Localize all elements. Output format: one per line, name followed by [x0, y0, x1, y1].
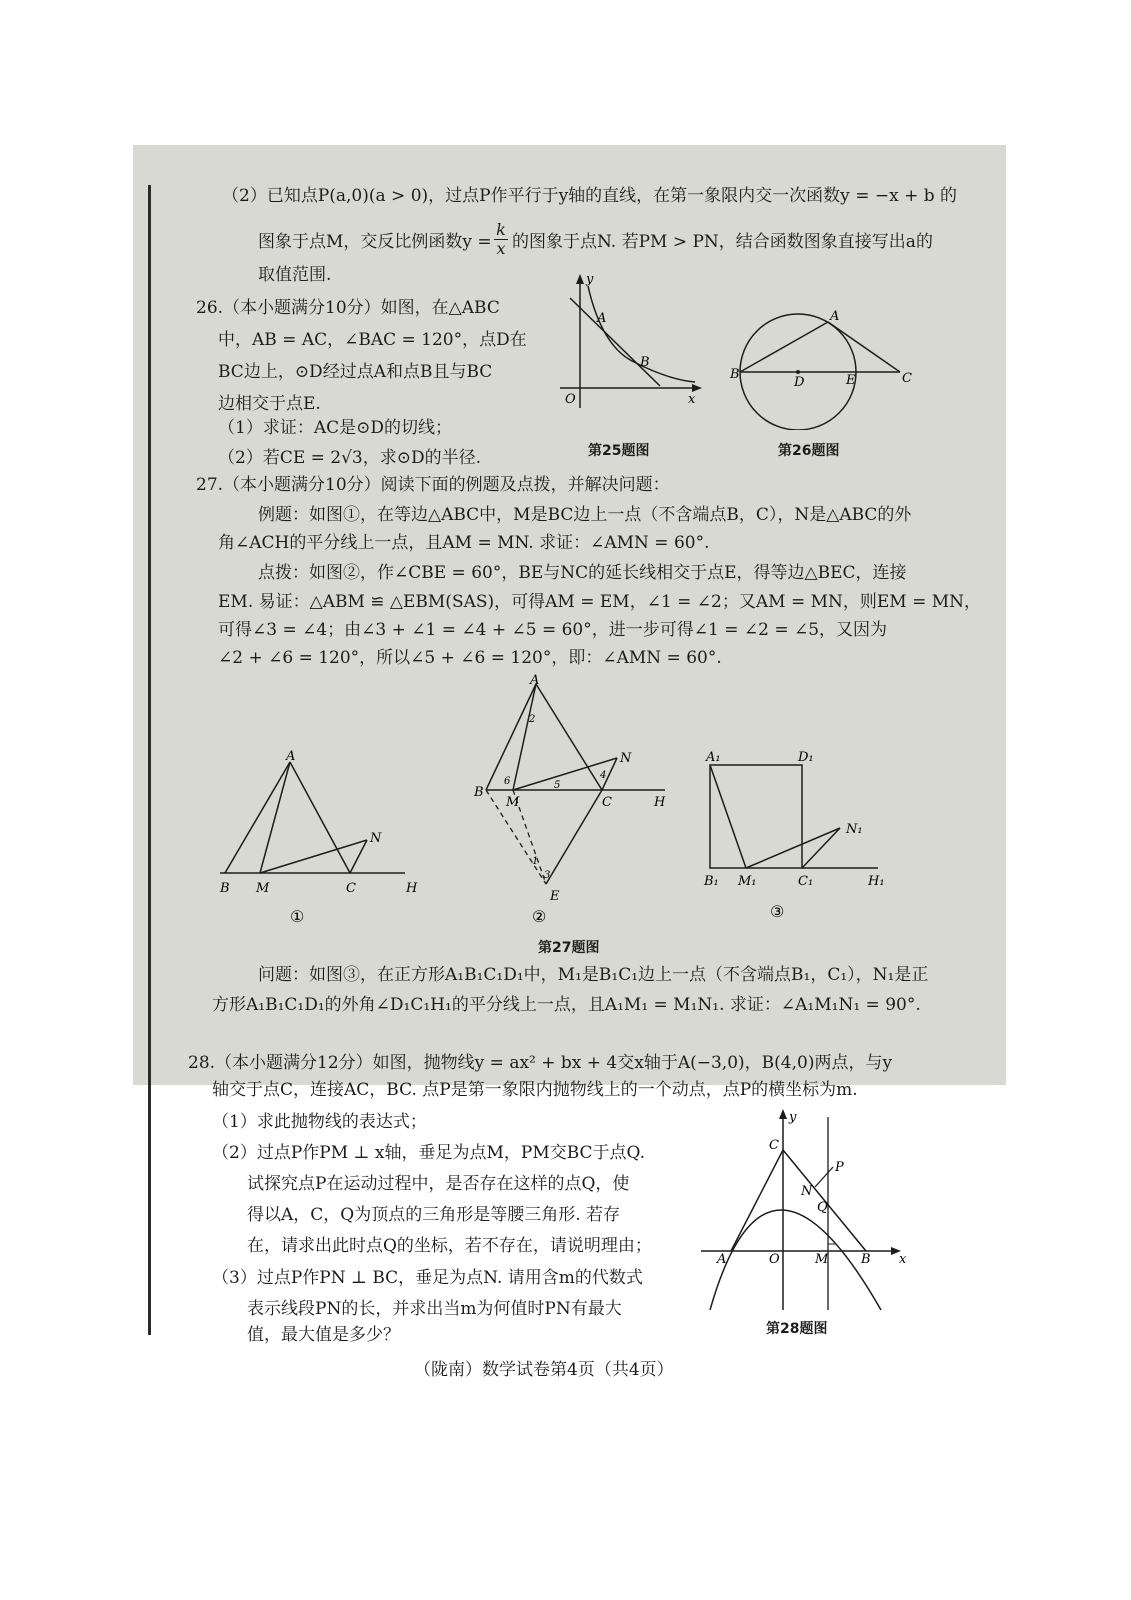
q28-line3: （1）求此抛物线的表达式； — [212, 1112, 427, 1132]
fig27-2-label-m: M — [506, 795, 520, 810]
q27-line3: 角∠ACH的平分线上一点，且AM = MN. 求证：∠AMN = 60°. — [218, 533, 710, 553]
q28-line2: 轴交于点C，连接AC，BC. 点P是第一象限内抛物线上的一个动点，点P的横坐标为m. — [212, 1080, 858, 1100]
q26-line6: （2）若CE = 2√3，求⊙D的半径. — [218, 448, 482, 468]
fig27-1-label-h: H — [406, 881, 418, 896]
figure-26 — [728, 300, 918, 430]
q26-line4: 边相交于点E. — [218, 394, 321, 414]
q27-problem-line2: 方形A₁B₁C₁D₁的外角∠D₁C₁H₁的平分线上一点，且A₁M₁ = M₁N₁. 求证：∠A₁M₁N₁ = 90°. — [212, 995, 921, 1015]
fig27-1-label-n: N — [370, 831, 382, 846]
fig27-3-label-m: M₁ — [738, 874, 757, 889]
fig25-label-x: x — [688, 392, 696, 407]
fig27-3-sublabel: ③ — [770, 902, 785, 921]
fig27-1-label-c: C — [346, 881, 356, 896]
q27-line4: 点拨：如图②，作∠CBE = 60°，BE与NC的延长线相交于点E，得等边△BEC，连接 — [258, 563, 907, 583]
fig28-label-q: Q — [817, 1200, 828, 1215]
fig28-caption: 第28题图 — [766, 1321, 828, 1337]
fig27-2-label-h: H — [654, 795, 666, 810]
fig27-1-label-m: M — [256, 881, 270, 896]
page-footer: （陇南）数学试卷第4页（共4页） — [414, 1360, 674, 1380]
fig28-label-a: A — [717, 1252, 727, 1267]
fig25-caption: 第25题图 — [588, 443, 650, 459]
fig28-label-c: C — [769, 1138, 779, 1153]
fig27-2-label-e: E — [550, 889, 560, 904]
fig27-2-angle-1: 1 — [532, 856, 539, 867]
q28-line4: （2）过点P作PM ⊥ x轴，垂足为点M，PM交BC于点Q. — [212, 1143, 646, 1163]
q28-line8: （3）过点P作PN ⊥ BC，垂足为点N. 请用含m的代数式 — [212, 1268, 643, 1288]
q26-line5: （1）求证：AC是⊙D的切线； — [218, 418, 452, 438]
figure-25 — [540, 268, 710, 418]
q28-line1: 28.（本小题满分12分）如图，抛物线y = ax² + bx + 4交x轴于A(−3,0)，B(4,0)两点，与y — [188, 1053, 893, 1073]
fraction-denominator: x — [494, 239, 508, 258]
fig26-label-e: E — [846, 373, 856, 388]
fig27-2-sublabel: ② — [532, 907, 547, 926]
q27-problem-line1: 问题：如图③，在正方形A₁B₁C₁D₁中，M₁是B₁C₁边上一点（不含端点B₁，C₁），N₁是正 — [258, 965, 929, 985]
q25-part2-line2a: 图象于点M，交反比例函数y = — [258, 232, 492, 252]
fig27-3-label-h: H₁ — [868, 874, 885, 889]
figure-28 — [695, 1105, 925, 1315]
q27-line7: ∠2 + ∠6 = 120°，所以∠5 + ∠6 = 120°，即：∠AMN = 60°. — [218, 648, 722, 668]
fig27-2-label-c: C — [602, 795, 612, 810]
figure-27-1 — [210, 740, 420, 930]
fig27-2-label-b: B — [474, 785, 484, 800]
q28-line7: 在，请求出此时点Q的坐标，若不存在，请说明理由； — [247, 1236, 652, 1256]
binding-margin-line — [148, 185, 151, 1335]
q25-fraction — [494, 221, 508, 258]
fig25-label-y: y — [586, 272, 594, 287]
fig25-label-b: B — [640, 355, 650, 370]
fig27-2-angle-6: 6 — [504, 776, 511, 787]
q27-line2: 例题：如图①，在等边△ABC中，M是BC边上一点（不含端点B，C），N是△ABC的外 — [258, 505, 912, 525]
q25-part2-line2b: 的图象于点N. 若PM > PN，结合函数图象直接写出a的 — [512, 232, 933, 252]
fig28-label-n: N — [801, 1184, 813, 1199]
q28-line6: 得以A，C，Q为顶点的三角形是等腰三角形. 若存 — [247, 1205, 621, 1225]
fig28-label-y: y — [789, 1110, 797, 1125]
fig27-3-label-b: B₁ — [704, 874, 719, 889]
fraction-numerator: k — [496, 220, 506, 239]
fig26-label-a: A — [830, 309, 840, 324]
fig27-2-label-n: N — [620, 751, 632, 766]
figure-27-2 — [470, 672, 680, 932]
fig27-2-angle-5: 5 — [554, 780, 561, 791]
fig26-label-c: C — [902, 371, 912, 386]
fig27-3-label-a: A₁ — [706, 750, 721, 765]
fig28-label-x: x — [899, 1252, 907, 1267]
q27-line6: 可得∠3 = ∠4；由∠3 + ∠1 = ∠4 + ∠5 = 60°，进一步可得∠1 = ∠2 = ∠5，又因为 — [218, 620, 888, 640]
q25-part2-line1: （2）已知点P(a,0)(a > 0)，过点P作平行于y轴的直线，在第一象限内交一次函数y = −x + b 的 — [222, 186, 958, 206]
fig26-label-d: D — [794, 375, 805, 390]
q25-part2-line3: 取值范围. — [258, 265, 332, 285]
fig27-3-label-n: N₁ — [846, 822, 863, 837]
fig27-1-label-b: B — [220, 881, 230, 896]
fig27-2-label-a: A — [530, 673, 540, 688]
fig28-label-p: P — [835, 1160, 844, 1175]
fig28-label-o: O — [769, 1252, 780, 1267]
q26-line2: 中，AB = AC，∠BAC = 120°，点D在 — [218, 330, 527, 350]
q28-line5: 试探究点P在运动过程中，是否存在这样的点Q，使 — [247, 1174, 630, 1194]
fig28-label-b: B — [861, 1252, 871, 1267]
fig26-caption: 第26题图 — [778, 443, 840, 459]
fig25-label-o: O — [565, 392, 576, 407]
q28-line10: 值，最大值是多少？ — [247, 1325, 400, 1345]
q28-line9: 表示线段PN的长，并求出当m为何值时PN有最大 — [247, 1299, 622, 1319]
figure-27-3 — [700, 745, 900, 930]
q26-line1: 26.（本小题满分10分）如图，在△ABC — [196, 298, 500, 318]
fig27-2-angle-4: 4 — [600, 770, 607, 781]
fig26-label-b: B — [730, 367, 740, 382]
fig27-1-sublabel: ① — [290, 907, 305, 926]
q27-line5: EM. 易证：△ABM ≌ △EBM(SAS)，可得AM = EM，∠1 = ∠2；又AM = MN，则EM = MN， — [218, 592, 982, 612]
fig27-2-angle-3: 3 — [544, 870, 551, 881]
fig27-3-label-c: C₁ — [798, 874, 814, 889]
fig27-1-label-a: A — [286, 749, 296, 764]
q27-line1: 27.（本小题满分10分）阅读下面的例题及点拨，并解决问题： — [196, 475, 670, 495]
fig27-caption: 第27题图 — [538, 940, 600, 956]
fig27-2-angle-2: 2 — [529, 714, 536, 725]
fig28-label-m: M — [815, 1252, 829, 1267]
fig27-3-label-d: D₁ — [798, 750, 814, 765]
fig25-label-a: A — [597, 311, 607, 326]
q26-line3: BC边上，⊙D经过点A和点B且与BC — [218, 362, 493, 382]
